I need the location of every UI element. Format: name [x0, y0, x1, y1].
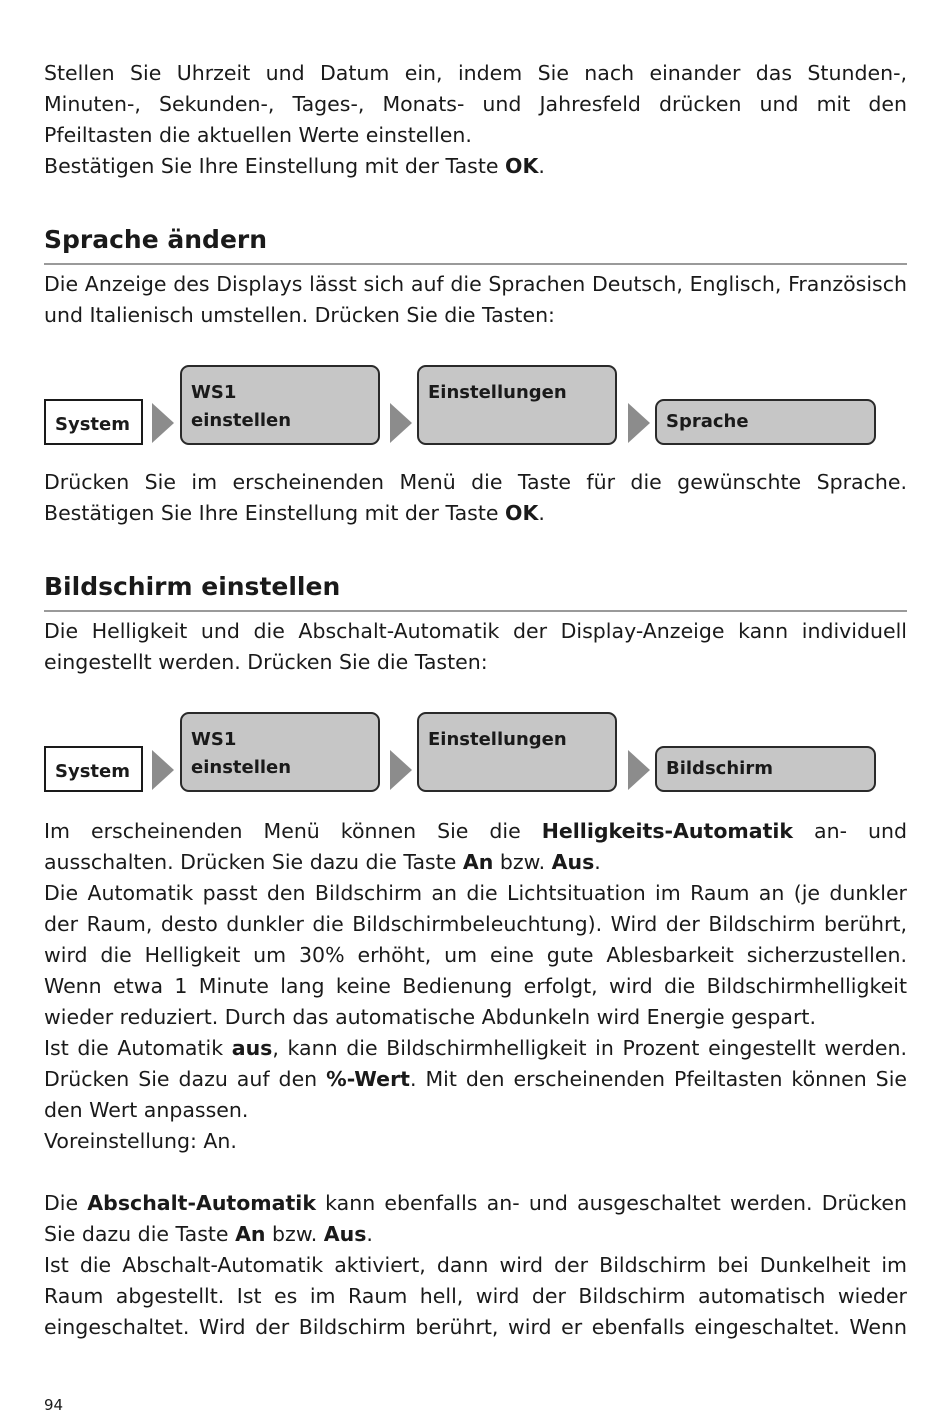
heading-sprache: Sprache ändern	[44, 225, 268, 254]
automatik-paragraph: Die Automatik passt den Bildschirm an die Lichtsituation im Raum an (je dunkler der Raum, desto dunkler die Bildschirmbeleuchtung). Wird der Bildschirm berührt, wird die Helligkeit um 30% erhöht, um eine gute Ablesbarkeit sicherzustellen. Wenn etwa 1 Minute lang keine Bedienung erfolgt, wird die Bildschirmhelligkeit wieder reduziert. Durch das automatische Abdunkeln wird Energie gespart.	[44, 881, 907, 1029]
abschalt-paragraph: Die Abschalt-Automatik kann ebenfalls an- und ausgeschaltet werden. Drücken Sie dazu die Taste An bzw. Aus.	[44, 1191, 907, 1246]
arrow-icon	[390, 403, 412, 443]
bildschirm-intro: Die Helligkeit und die Abschalt-Automatik der Display-Anzeige kann individuell eingestellt werden. Drücken Sie die Tasten:	[44, 619, 907, 674]
bildschirm-key-sequence	[44, 712, 907, 794]
abschalt-detail-paragraph: Ist die Abschalt-Automatik aktiviert, dann wird der Bildschirm bei Dunkelheit im Raum abgestellt. Ist es im Raum hell, wird der Bildschirm automatisch wieder eingeschaltet. Wird der Bildschirm berührt, wird er ebenfalls eingeschaltet. Wenn	[44, 1253, 907, 1339]
page-content	[44, 58, 907, 1343]
arrow-icon	[390, 750, 412, 790]
system-key[interactable]: System	[44, 399, 143, 445]
arrow-icon	[628, 403, 650, 443]
einstellungen-key[interactable]: Einstellungen	[417, 365, 617, 445]
heading-rule	[44, 610, 907, 612]
intro-paragraph: Stellen Sie Uhrzeit und Datum ein, indem Sie nach einander das Stunden-, Minuten-, Sekunden-, Tages-, Monats- und Jahresfeld drücken und mit den Pfeiltasten die aktuellen Werte einstellen.	[44, 61, 907, 147]
ok-key: OK	[505, 501, 539, 525]
prozent-paragraph: Ist die Automatik aus, kann die Bildschirmhelligkeit in Prozent eingestellt werden. Drücken Sie dazu auf den %-Wert. Mit den erscheinenden Pfeiltasten können Sie den Wert anpassen.	[44, 1036, 908, 1122]
system-key[interactable]: System	[44, 746, 143, 792]
intro-confirm: Bestätigen Sie Ihre Einstellung mit der Taste OK.	[44, 154, 545, 178]
bildschirm-key[interactable]: Bildschirm	[655, 746, 876, 792]
arrow-icon	[152, 403, 174, 443]
helligkeit-paragraph: Im erscheinenden Menü können Sie die Helligkeits-Automatik an- und ausschalten. Drücken Sie dazu die Taste An bzw. Aus.	[44, 819, 908, 874]
ws1-einstellen-key[interactable]: WS1 einstellen	[180, 365, 380, 445]
sprache-confirm: Bestätigen Sie Ihre Einstellung mit der Taste OK.	[44, 501, 545, 525]
ok-key: OK	[505, 154, 539, 178]
page-number: 94	[44, 1396, 64, 1414]
sprache-key-sequence	[44, 365, 907, 447]
sprache-key[interactable]: Sprache	[655, 399, 876, 445]
einstellungen-key[interactable]: Einstellungen	[417, 712, 617, 792]
sprache-intro: Die Anzeige des Displays lässt sich auf die Sprachen Deutsch, Englisch, Französisch und Italienisch umstellen. Drücken Sie die Tasten:	[44, 272, 907, 327]
heading-rule	[44, 263, 907, 265]
arrow-icon	[152, 750, 174, 790]
arrow-icon	[628, 750, 650, 790]
ws1-einstellen-key[interactable]: WS1 einstellen	[180, 712, 380, 792]
sprache-after: Drücken Sie im erscheinenden Menü die Taste für die gewünschte Sprache.	[44, 470, 907, 494]
heading-bildschirm: Bildschirm einstellen	[44, 572, 341, 601]
voreinstellung-text: Voreinstellung: An.	[44, 1129, 237, 1153]
